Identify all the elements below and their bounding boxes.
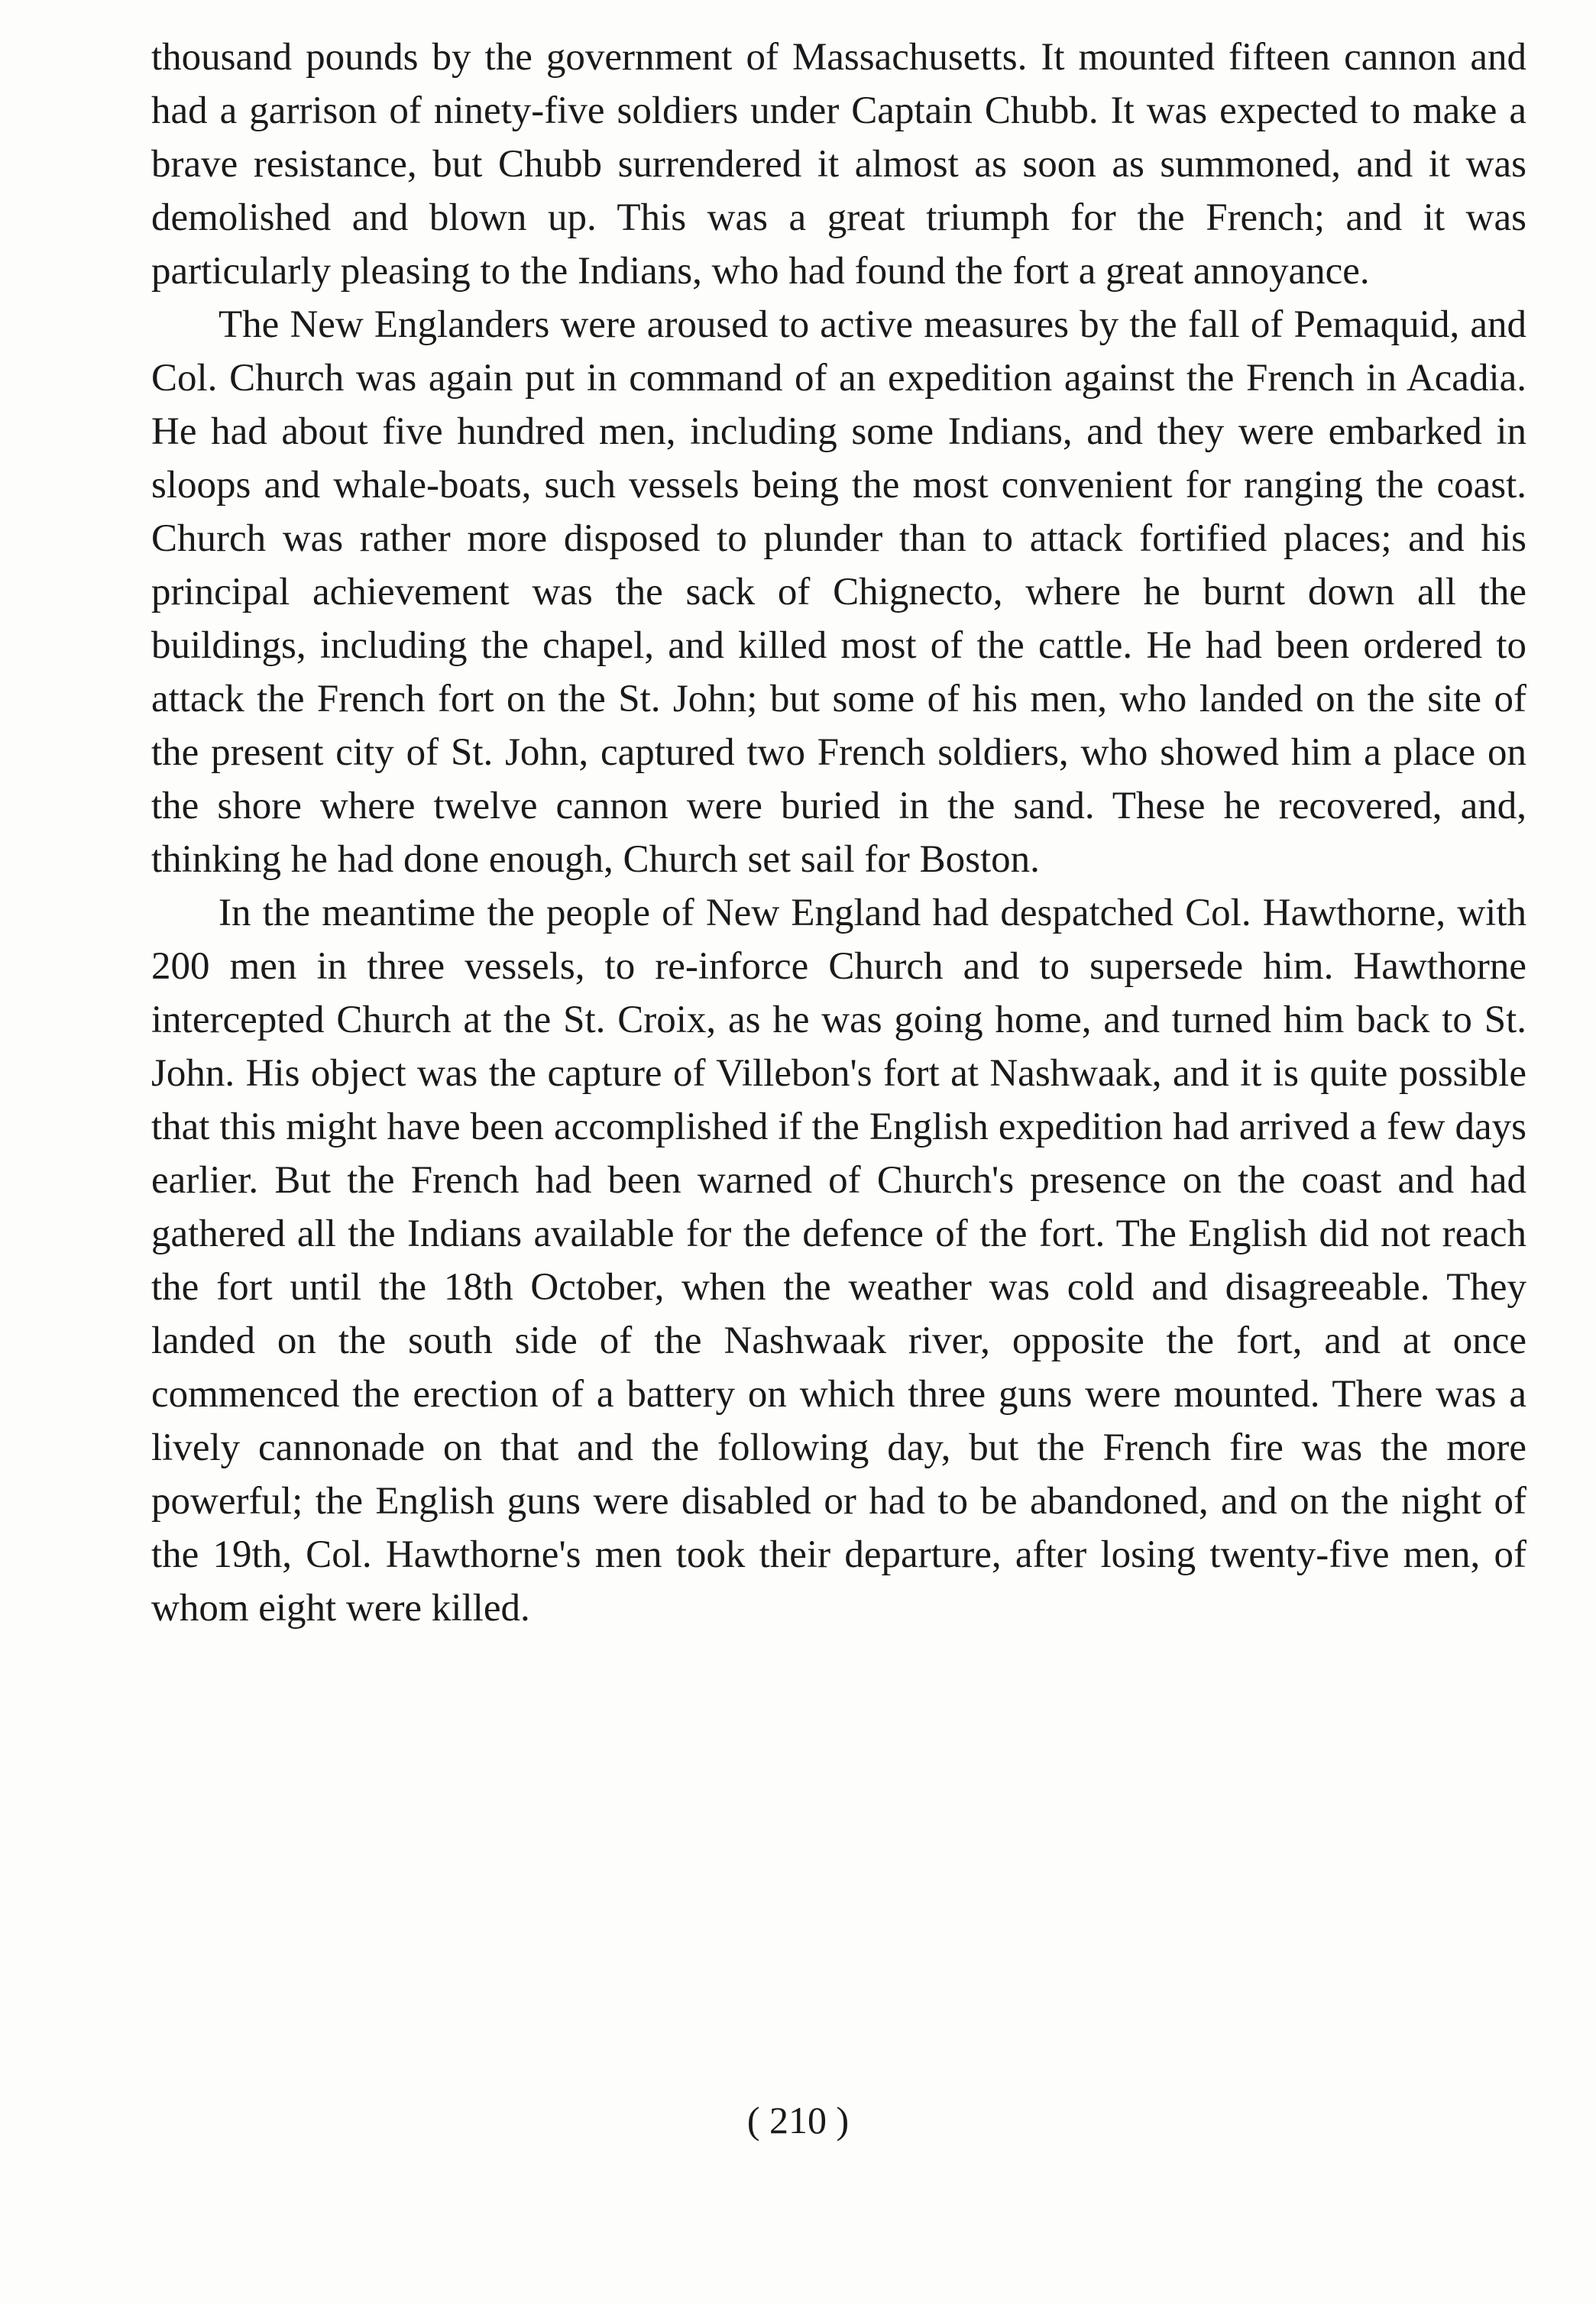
paragraph-church-expedition: The New Englanders were aroused to active measures by the fall of Pemaquid, and Col. Church was again put in command of an expedition against the French in Acadia. He had about five hundred men, including some Indians, and they were embarked in sloops and whale-boats, such vessels being the most convenient for ranging the coast. Church was rather more disposed to plunder than to attack fortified places; and his principal achievement was the sack of Chignecto, where he burnt down all the buildings, including the chapel, and killed most of the cattle. He had been ordered to attack the French fort on the St. John; but some of his men, who landed on the site of the present city of St. John, captured two French soldiers, who showed him a place on the shore where twelve cannon were buried in the sand. These he recovered, and, thinking he had done enough, Church set sail for Boston. xyxy=(151,303,1526,881)
paragraph-hawthorne-siege: In the meantime the people of New England had despatched Col. Hawthorne, with 200 men in three vessels, to re-inforce Church and to supersede him. Hawthorne intercepted Church at the St. Croix, as he was going home, and turned him back to St. John. His object was the capture of Villebon's fort at Nashwaak, and it is quite possible that this might have been accomplished if the English expedition had arrived a few days earlier. But the French had been warned of Church's presence on the coast and had gathered all the Indians available for the defence of the fort. The English did not reach the fort until the 18th October, when the weather was cold and disagreeable. They landed on the south side of the Nashwaak river, opposite the fort, and at once commenced the erection of a battery on which three guns were mounted. There was a lively cannonade on that and the following day, but the French fire was the more powerful; the English guns were disabled or had to be abandoned, and on the night of the 19th, Col. Hawthorne's men took their departure, after losing twenty-five men, of whom eight were killed. xyxy=(151,892,1526,1630)
page-body-text xyxy=(151,31,1526,1635)
paragraph-fall-of-pemaquid: thousand pounds by the government of Massachusetts. It mounted fifteen cannon and had a garrison of ninety-five soldiers under Captain Chubb. It was expected to make a brave resistance, but Chubb surrendered it almost as soon as summoned, and it was demolished and blown up. This was a great triumph for the French; and it was particularly pleasing to the Indians, who had found the fort a great annoyance. xyxy=(151,36,1526,293)
page-number: ( 210 ) xyxy=(746,2099,850,2142)
